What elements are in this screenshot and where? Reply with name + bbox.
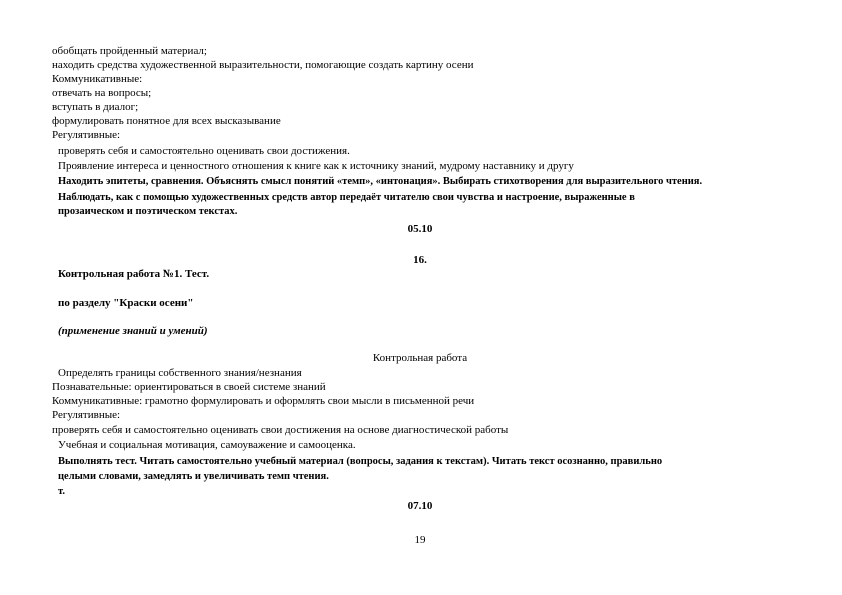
text-line: Регулятивные: [52,409,121,421]
text-line: Определять границы собственного знания/незнания [58,367,302,379]
text-line: проверять себя и самостоятельно оценивать свои достижения. [58,145,350,157]
text-line: прозаическом и поэтическом текстах. [58,206,238,217]
lesson-number: 16. [413,254,427,266]
date-label: 05.10 [407,223,433,235]
text-line: Находить эпитеты, сравнения. Объяснять смысл понятий «темп», «интонация». Выбирать стихотворения для выразительного чтения. [58,176,703,187]
text-line: Коммуникативные: [52,73,143,85]
lesson-title: Контрольная работа №1. Тест. [58,268,210,280]
text-line: Наблюдать, как с помощью художественных средств автор передаёт читателю свои чувства и настроение, выраженные в [58,192,635,203]
lesson-type: (применение знаний и умений) [58,325,208,337]
text-line: вступать в диалог; [52,101,139,113]
text-line: отвечать на вопросы; [52,87,152,99]
date-label: 07.10 [407,500,433,512]
text-line: Выполнять тест. Читать самостоятельно учебный материал (вопросы, задания к текстам). Читать текст осознанно, правильно [58,456,663,467]
text-line: Регулятивные: [52,129,121,141]
text-line: проверять себя и самостоятельно оценивать свои достижения на основе диагностической работы [52,424,509,436]
text-line: т. [58,486,65,497]
text-line: находить средства художественной выразительности, помогающие создать картину осени [52,59,474,71]
lesson-topic: по разделу "Краски осени" [58,297,194,309]
text-line: Познавательные: ориентироваться в своей системе знаний [52,381,326,393]
text-line: Учебная и социальная мотивация, самоуважение и самооценка. [58,439,356,451]
lesson-form: Контрольная работа [372,352,468,364]
text-line: формулировать понятное для всех высказывание [52,115,281,127]
page-number: 19 [414,534,426,546]
text-line: Проявление интереса и ценностного отношения к книге как к источнику знаний, мудрому наставнику и другу [58,160,574,172]
text-line: целыми словами, замедлять и увеличивать темп чтения. [58,471,329,482]
text-line: обобщать пройденный материал; [52,45,207,57]
text-line: Коммуникативные: грамотно формулировать и оформлять свои мысли в письменной речи [52,395,475,407]
